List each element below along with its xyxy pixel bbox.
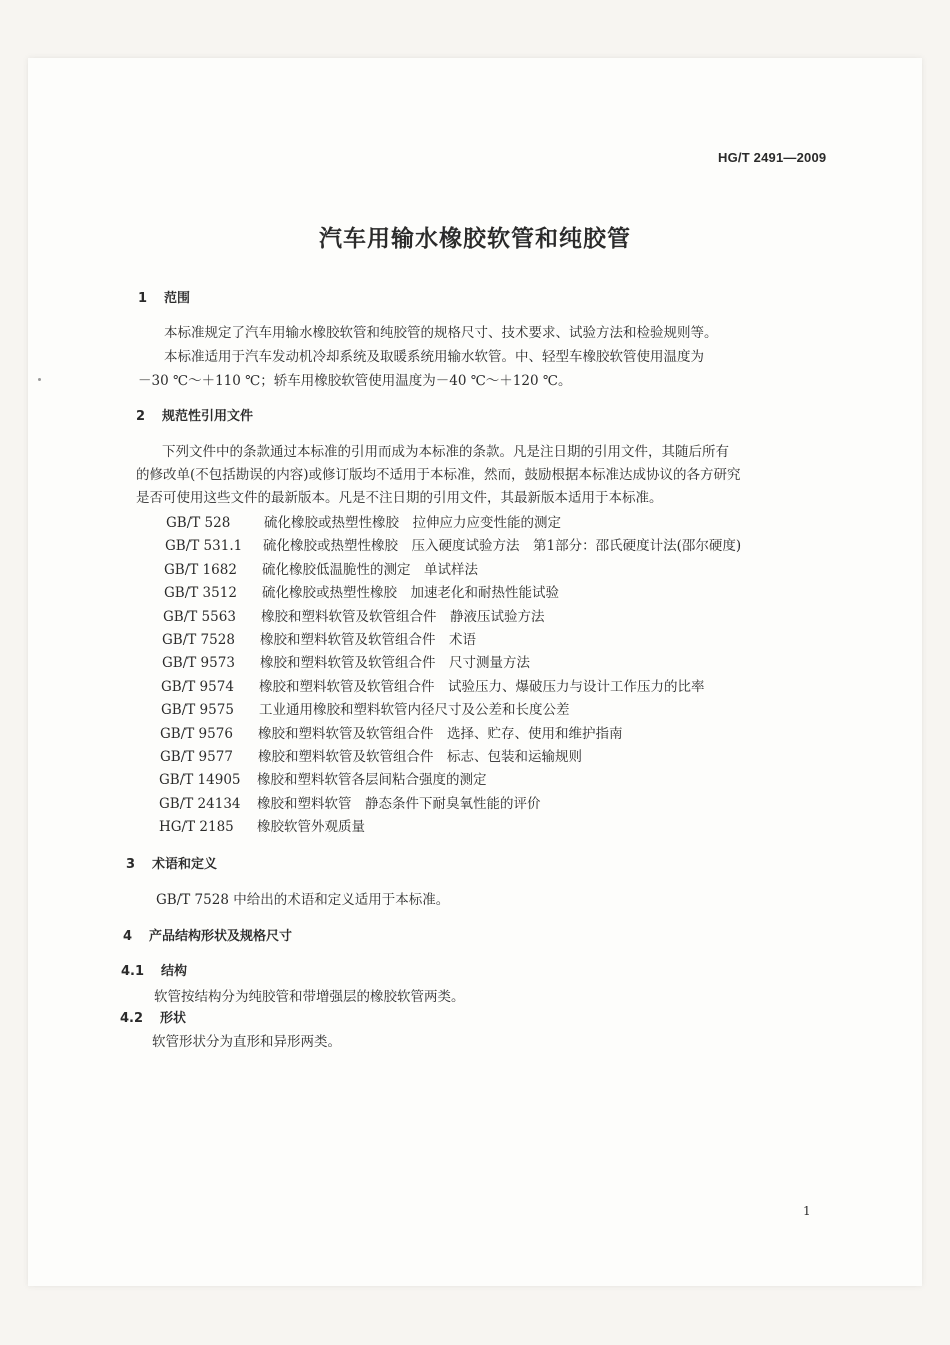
reference-title: 橡胶和塑料软管及软管组合件 静液压试验方法 (261, 608, 545, 625)
reference-code: GB/T 1682 (164, 561, 237, 578)
normative-references-list (160, 512, 741, 839)
reference-item (160, 723, 741, 746)
reference-item (164, 582, 741, 605)
reference-title: 硫化橡胶或热塑性橡胶 加速老化和耐热性能试验 (262, 585, 559, 602)
section-4-1-number: 4.1 (121, 964, 145, 979)
reference-code: GB/T 528 (166, 515, 231, 531)
reference-item (159, 769, 741, 792)
reference-item (164, 559, 741, 582)
reference-code: GB/T 24134 (159, 795, 241, 812)
section-3-paragraph: GB/T 7528 中给出的术语和定义适用于本标准。 (156, 892, 450, 908)
section-4-title: 产品结构形状及规格尺寸 (149, 929, 293, 944)
section-2-paragraph-line-2: 的修改单(不包括勘误的内容)或修订版均不适用于本标准，然而，鼓励根据本标准达成协议的各方研究 (136, 467, 741, 483)
reference-item (159, 793, 741, 816)
reference-code: GB/T 9577 (160, 748, 233, 765)
section-4-1-paragraph: 软管按结构分为纯胶管和带增强层的橡胶软管两类。 (154, 989, 465, 1005)
reference-title: 橡胶软管外观质量 (257, 819, 365, 836)
reference-code: GB/T 3512 (164, 585, 237, 602)
reference-code: GB/T 7528 (162, 631, 235, 648)
reference-title: 橡胶和塑料软管及软管组合件 选择、贮存、使用和维护指南 (258, 725, 623, 742)
section-4-2-title: 形状 (160, 1011, 187, 1026)
reference-title: 橡胶和塑料软管及软管组合件 标志、包装和运输规则 (258, 748, 582, 765)
section-1-heading (138, 287, 190, 306)
reference-title: 橡胶和塑料软管及软管组合件 术语 (260, 631, 476, 648)
reference-code: GB/T 9576 (160, 725, 233, 742)
section-4-2-paragraph: 软管形状分为直形和异形两类。 (152, 1034, 341, 1050)
scan-speck (38, 378, 41, 381)
reference-title: 硫化橡胶低温脆性的测定 单试样法 (262, 561, 478, 578)
section-2-heading (136, 405, 253, 424)
section-1-title: 范围 (164, 291, 191, 306)
reference-item (162, 652, 741, 675)
section-4-number: 4 (123, 929, 133, 944)
reference-code: GB/T 14905 (159, 772, 241, 789)
section-4-heading (123, 925, 292, 944)
reference-item (160, 746, 741, 769)
reference-title: 硫化橡胶或热塑性橡胶 压入硬度试验方法 第1部分：邵氏硬度计法(邵尔硬度) (263, 538, 742, 555)
reference-title: 工业通用橡胶和塑料软管内径尺寸及公差和长度公差 (259, 702, 570, 719)
reference-item (166, 512, 741, 535)
section-3-title: 术语和定义 (152, 857, 218, 872)
section-3-heading (126, 853, 217, 872)
section-4-1-title: 结构 (161, 964, 188, 979)
reference-code: GB/T 9575 (161, 702, 234, 719)
section-4-1-heading (121, 960, 187, 979)
reference-code: GB/T 9574 (161, 678, 234, 695)
section-1-number: 1 (138, 291, 148, 306)
reference-code: GB/T 531.1 (165, 538, 243, 555)
reference-title: 橡胶和塑料软管及软管组合件 试验压力、爆破压力与设计工作压力的比率 (259, 678, 705, 695)
reference-item (161, 699, 741, 722)
reference-code: GB/T 9573 (162, 655, 235, 672)
reference-code: HG/T 2185 (159, 819, 234, 836)
document-number: HG/T 2491—2009 (718, 150, 827, 165)
section-1-paragraph-2-line-1: 本标准适用于汽车发动机冷却系统及取暖系统用输水软管。中、轻型车橡胶软管使用温度为 (164, 349, 704, 365)
reference-title: 橡胶和塑料软管 静态条件下耐臭氧性能的评价 (257, 795, 541, 812)
reference-title: 硫化橡胶或热塑性橡胶 拉伸应力应变性能的测定 (264, 515, 561, 531)
reference-item (165, 535, 741, 558)
section-4-2-heading (120, 1007, 186, 1026)
reference-title: 橡胶和塑料软管各层间粘合强度的测定 (257, 772, 487, 789)
document-title: 汽车用输水橡胶软管和纯胶管 (319, 225, 631, 252)
section-2-paragraph-line-1: 下列文件中的条款通过本标准的引用而成为本标准的条款。凡是注日期的引用文件，其随后所有 (162, 444, 729, 460)
section-2-number: 2 (136, 409, 146, 424)
page-number: 1 (803, 1204, 811, 1218)
reference-item (161, 676, 741, 699)
reference-item (163, 606, 741, 629)
section-2-title: 规范性引用文件 (162, 409, 254, 424)
reference-item (162, 629, 741, 652)
reference-code: GB/T 5563 (163, 608, 236, 625)
reference-title: 橡胶和塑料软管及软管组合件 尺寸测量方法 (260, 655, 530, 672)
section-1-paragraph-2-line-2: －30 ℃～＋110 ℃；轿车用橡胶软管使用温度为－40 ℃～＋120 ℃。 (138, 373, 572, 389)
section-2-paragraph-line-3: 是否可使用这些文件的最新版本。凡是不注日期的引用文件，其最新版本适用于本标准。 (136, 490, 663, 506)
section-1-paragraph-1: 本标准规定了汽车用输水橡胶软管和纯胶管的规格尺寸、技术要求、试验方法和检验规则等。 (164, 325, 718, 341)
reference-item (159, 816, 741, 839)
section-3-number: 3 (126, 857, 136, 872)
section-4-2-number: 4.2 (120, 1011, 144, 1026)
